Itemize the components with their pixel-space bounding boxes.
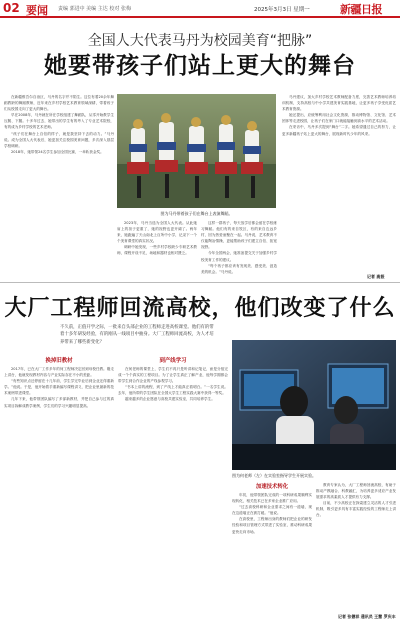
article2-headline: 大厂工程师回流高校，他们改变了什么	[4, 295, 396, 321]
issue-date: 2025年3月3日 星期一	[254, 7, 310, 13]
article1-caption: 图为马丹带着孩子们在舞台上表演舞蹈。	[160, 211, 233, 216]
article1-kicker: 全国人大代表马丹为校园美育“把脉”	[87, 33, 313, 49]
article2-column-1: 2017年，已在大厂工作多年的何工程师决定回到母校任教。刚走上讲台，他就发现教材内容与产业实际存在不小的差距。 “有些知识点还停留在十几年前，学生学完毕业后到企业还得重新学。”他说。于是，他开始着手重新编写课程讲义，把企业里最新的技术案例带进课堂。 几年下来，他带领团队编写了多部新教材，并把自己参与过的真实项目拆解成教学案例，学生们的学习兴趣明显提高。	[4, 367, 114, 408]
section-name: 要闻	[26, 4, 48, 17]
editor-credits: 责编 郭进中 美编 主达 校对 张梅	[58, 6, 131, 12]
article1-column-4: 马丹建议，加大乡村学校艺术教师配备力度，完善艺术教师培养培训机制，支持高校与中小学共建美育实践基地，让更多孩子享受优质艺术教育资源。 她还提出，应统筹利用社会文化资源，推动博物馆、文化馆、艺术团体等走进校园，让孩子们在家门口就能接触到高水平的艺术活动。 在采访中，马丹多次提到“舞台”二字。她希望通过自己的努力，让更多新疆孩子站上更大的舞台，展现新时代少年的风采。	[282, 95, 396, 136]
page-header	[0, 0, 400, 18]
article1-column-3: 这样一群孩子，每天放学后都会留在学校练习舞蹈。他们有的来自牧区，有的来自边远乡村，因为热爱而聚在一起。马丹说，艺术教育不仅能陶冶情操，更能帮助孩子们建立自信、拓宽视野。 今年全国两会，她准备提交关于加强乡村学校美育工作的建议。 “每个孩子都应该有发现美、感受美、创造美的机会。”马丹说。	[201, 221, 277, 274]
article2-caption: 图为何老师（左）在实验室指导学生开展实验。	[232, 473, 316, 478]
article2-subhead-3: 加速技术转化	[255, 484, 289, 490]
masthead-logo: 新疆日报	[340, 3, 382, 16]
page-number: 02	[3, 1, 20, 15]
article1-headline: 她要带孩子们站上更大的舞台	[44, 53, 356, 79]
article1-column-2: 2023年，马丹当选为全国人大代表。从此她肩上的担子更重了，她的视野也更开阔了。两年来，她跑遍了天山南北上百所中小学，记录下一个个美育课堂的真实状况。 调研中她发现，一些乡村学校缺少专职艺术教师，课程开设不足，场地和器材也相对匮乏。	[117, 221, 197, 256]
article1-byline: 记者 高振	[367, 274, 385, 279]
article2-subhead-2: 到产线学习	[159, 358, 187, 364]
article2-photo	[232, 340, 396, 470]
article2-byline: 记者 张德祥 通讯员 王慧 罗庆丰	[338, 614, 396, 619]
dance-performance-image	[117, 94, 276, 208]
article2-column-4: 教育专家认为，大厂工程师回流高校，有助于推动产教融合、科教融汇，为培养更多适应产业发展需求的高素质人才提供有力支撑。 目前，不少高校正在探索建立灵活的人才引进机制，吸引更多具有丰富实践经验的工程师走上讲台。	[316, 483, 396, 518]
article1-column-1: 在新疆维吾尔自治区，马丹的名字并不陌生。这位有着20余年舞蹈教龄的舞蹈教师，近年来在乡村学校艺术教育领域深耕，带着孩子们从校园走向了更大的舞台。 早在2008年，马丹就在所在学校组建了舞蹈队，从零开始教学生压腿、下腰。十多年过去，她带出的学生有的考入了专业艺术院校，有的成为乡村学校的艺术老师。 “孩子们在舞台上自信的样子，就是我坚持下去的动力。”马丹说。成为全国人大代表后，她更加关注校园美育问题，多次深入基层学校调研。 2018年，她带领24名学生参加全国比赛，一举斩获金奖。	[4, 95, 114, 154]
article2-column-2: 在何老师的课堂上，学生们不再只是听讲和记笔记，而是分组完成一个个真实的工程项目。为了让学生真正了解产业，他每学期都会带学生到合作企业的产线参观学习。 “书本上讲的流程，到了产线上才能真正看明白。”一名学生说。去年，他所带的学生团队在全国大学生工程实践大赛中获得一等奖。 越来越多的企业愿意与高校共建实验室，共同培养学生。	[118, 367, 228, 402]
article2-subhead-1: 换掉旧教材	[45, 358, 73, 364]
section-divider	[0, 282, 400, 283]
article2-lead: 不久前，正值开学之际，一批来自头部企业的工程师走进高校课堂。他们有的带着十多年研发经验，有的刚从一线项目中抽身。大厂工程师回流高校，为人才培养带来了哪些新变化？	[60, 325, 214, 345]
article1-photo	[117, 94, 276, 208]
laboratory-image	[232, 340, 396, 470]
article2-column-3: 年初，他带领团队完成的一项科研成果顺利实现转化，相关技术已在多家企业推广应用。 “过去高校科研和企业需求之间有一道墙，现在这道墙正在被打破。”他说。 在高校里，工程师出身的教师们把企业的研发经验和项目管理方式带进了实验室，推动科研成果更快走向市场。	[232, 493, 312, 534]
